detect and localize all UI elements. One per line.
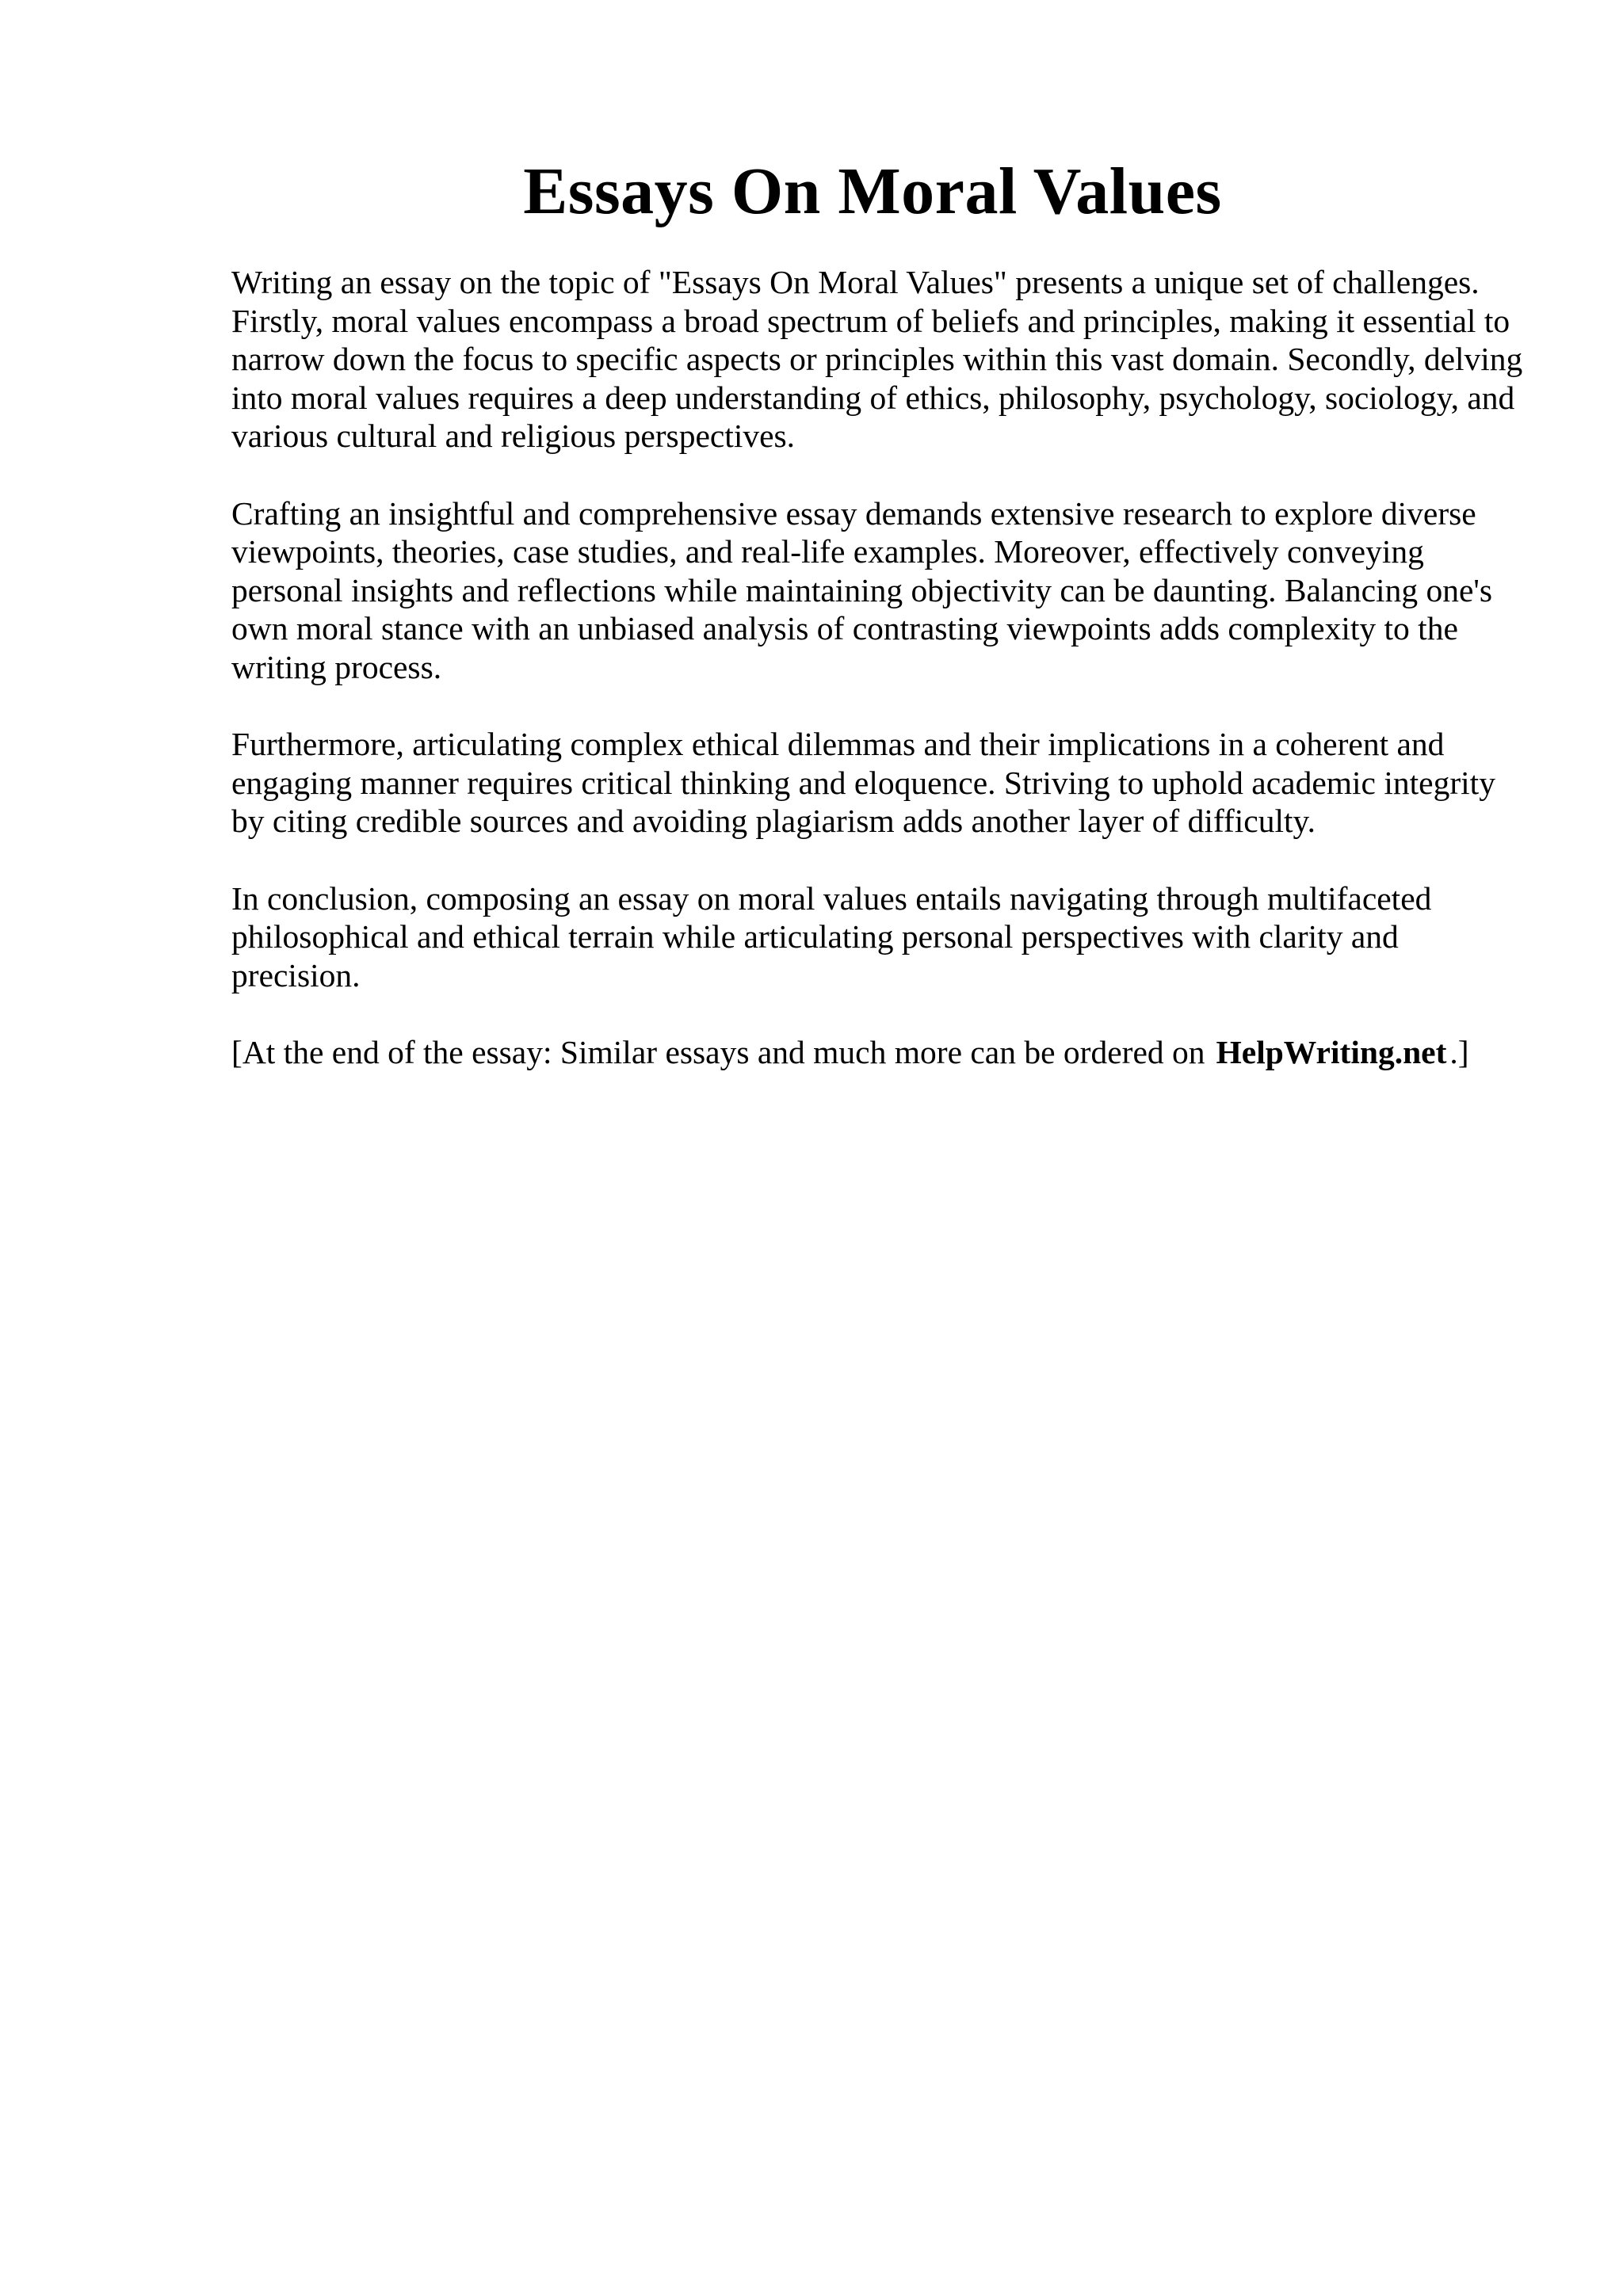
essay-body <box>231 263 1531 1072</box>
brand-name: HelpWriting.net <box>1216 1034 1447 1070</box>
footer-note-prefix: [At the end of the essay: Similar essays and much more can be ordered on <box>231 1034 1205 1070</box>
paragraph-1: Writing an essay on the topic of "Essays On Moral Values" presents a unique set of challenges. Firstly, moral values encompass a broad spectrum of beliefs and principles, making it essential to narrow down the focus to specific aspects or principles within this vast domain. Secondly, delving into moral values requires a deep understanding of ethics, philosophy, psychology, sociology, and various cultural and religious perspectives. <box>231 264 1523 454</box>
footer-note <box>231 1033 1531 1072</box>
page-title: Essays On Moral Values <box>523 154 1222 228</box>
paragraph-2: Crafting an insightful and comprehensive essay demands extensive research to explore diverse viewpoints, theories, case studies, and real-life examples. Moreover, effectively conveying personal insights and reflections while maintaining objectivity can be daunting. Balancing one's own moral stance with an unbiased analysis of contrasting viewpoints adds complexity to the writing process. <box>231 494 1493 685</box>
footer-note-suffix: .] <box>1449 1034 1469 1070</box>
paragraph-3: Furthermore, articulating complex ethical dilemmas and their implications in a coherent and engaging manner requires critical thinking and eloquence. Striving to uphold academic integrity by citing credible sources and avoiding plagiarism adds another layer of difficulty. <box>231 726 1495 839</box>
paragraph-4: In conclusion, composing an essay on moral values entails navigating through multifaceted philosophical and ethical terrain while articulating personal perspectives with clarity and precision. <box>231 879 1432 994</box>
